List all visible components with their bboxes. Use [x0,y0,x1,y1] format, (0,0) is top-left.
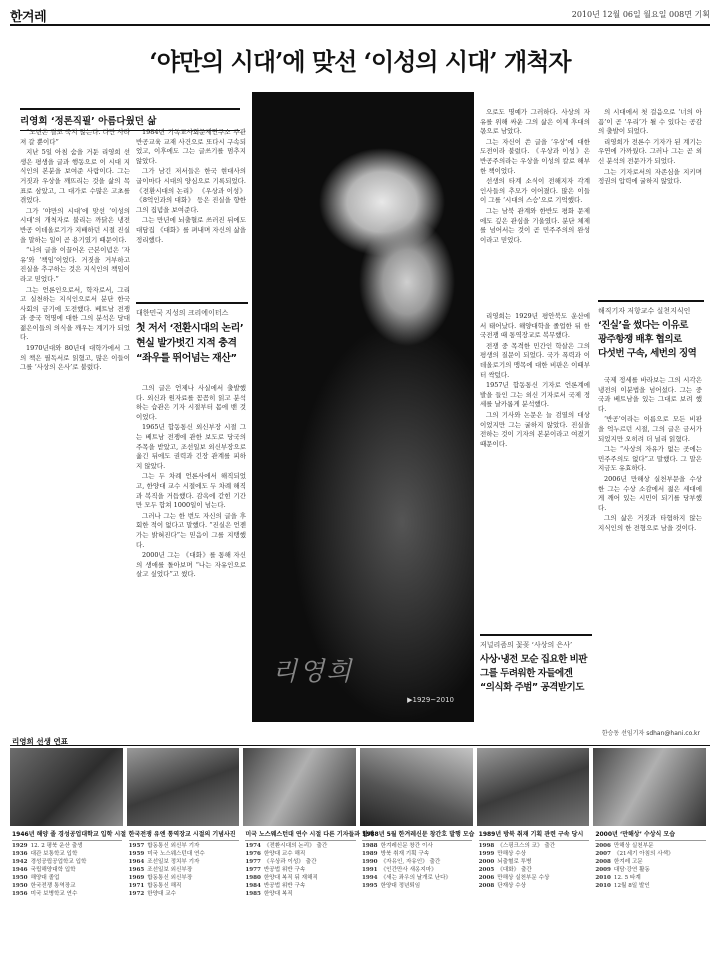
timeline-event: 방북 취재 기획 구속 [380,851,430,857]
timeline [10,745,710,961]
timeline-entry [12,890,120,898]
pull-quote-line: “의식화 주범” 공격받기도 [480,682,584,693]
timeline-entry [245,842,353,850]
body-paragraph: 1965년 합동통신 외신부장 시절 그는 베트남 전쟁에 관한 보도로 당국의 주목을 받았고, 조선일보 외신부장으로 옮긴 뒤에도 권력과 긴장 관계를 피하지 않았다. [136,423,246,470]
article-column-2-bottom [136,384,246,720]
timeline-year: 1946 [12,867,28,873]
timeline-photo [360,748,473,826]
timeline-year: 1977 [245,859,261,865]
timeline-entry [362,866,470,874]
timeline-event: 조선일보 외신부장 [147,867,193,873]
timeline-year: 2005 [478,867,495,873]
timeline-entry [245,850,353,858]
body-paragraph: 그가 남긴 저서들은 한국 현대사의 굽이마다 시대의 양심으로 기록되었다. 《전환시대의 논리》 《우상과 이성》 《8억인과의 대화》 등은 진실을 향한 그의 집념을 보여준다. [136,167,246,214]
timeline-entry [245,882,353,890]
timeline-entries [245,842,353,898]
timeline-entry [362,874,470,882]
timeline-entry [479,866,587,874]
timeline-year: 1950 [12,875,28,881]
article-column-3-top [480,108,590,308]
timeline-entry [479,874,587,882]
body-paragraph: 선생의 타계 소식이 전해지자 각계 인사들의 추모가 이어졌다. 많은 이들이 그를 ‘시대의 스승’으로 기억했다. [480,177,590,205]
timeline-caption: 미국 노스웨스턴대 연수 시절 다른 기자들과 함께 [245,829,355,841]
timeline-entries [595,842,703,890]
timeline-event: 《인간만사 새옹지마》 [380,867,437,873]
timeline-year: 1964 [128,859,145,865]
timeline-event: 국립해양대학 입학 [30,867,76,873]
timeline-entry [479,882,587,890]
timeline-column [360,746,473,962]
body-paragraph: 그는 남북 관계와 한반도 평화 문제에도 깊은 관심을 기울였다. 분단 체제를 넘어서는 것이 곧 민주주의의 완성이라고 믿었다. [480,206,590,244]
timeline-caption: 2000년 ‘만해상’ 수상식 모습 [595,829,705,841]
timeline-event: 반공법 위반 구속 [263,883,306,889]
timeline-column [593,746,706,962]
body-paragraph: 그의 삶은 거짓과 타협하지 않는 지식인의 한 전형으로 남을 것이다. [598,514,702,532]
timeline-year: 1989 [362,851,378,857]
timeline-event: 한겨레신문 창간 이사 [380,843,433,849]
timeline-caption: 1946년 해양 졸 경성공업대학교 입학 시절 [12,829,122,841]
body-paragraph: 리영희는 1929년 평안북도 운산에서 태어났다. 해양대학을 졸업한 뒤 한국전쟁 때 통역장교로 복무했다. [480,312,590,340]
timeline-entry [12,850,120,858]
timeline-event: 한양대 정년퇴임 [380,883,421,889]
article-subhead: 리영희 ‘정론직필’ 아름다웠던 삶 [20,108,240,131]
timeline-year: 1956 [12,891,28,897]
body-paragraph: 국제 정세를 바라보는 그의 시각은 냉전의 이분법을 넘어섰다. 그는 중국과 베트남을 있는 그대로 보려 했다. [598,376,702,413]
timeline-year: 2010 [595,875,611,881]
timeline-year: 1974 [245,843,261,849]
timeline-event: 《스핑크스의 코》 출간 [497,843,556,849]
timeline-event: 합동통신 해직 [147,883,182,889]
newspaper-logo: 한겨레 [10,10,47,25]
article-column-4-top [598,108,702,300]
timeline-year: 1971 [128,883,145,889]
timeline-year: 1980 [245,875,261,881]
body-paragraph: ‘반공’이라는 이름으로 모든 비판을 억누르던 시절, 그의 글은 금서가 되었지만 오히려 더 널리 읽혔다. [598,415,702,443]
body-paragraph: 그는 자신이 쓴 글을 ‘우상’에 대한 도전이라 불렀다. 《우상과 이성》은 반공주의라는 우상을 이성의 칼로 해부한 책이었다. [480,137,590,175]
timeline-entry [595,882,703,890]
timeline-photo [10,748,123,826]
timeline-entry [129,874,237,882]
timeline-event: 만해상 실천부문 [613,843,654,849]
timeline-event: 뇌출혈로 투병 [497,859,532,865]
timeline-year: 1969 [128,875,145,881]
timeline-year: 1977 [245,867,261,873]
timeline-entry [479,842,587,850]
timeline-year: 1985 [245,891,261,897]
timeline-caption: 1989년 방북 취재 기획 관련 구속 당시 [479,829,589,841]
body-paragraph: 그러나 그는 한 번도 자신의 글을 후회한 적이 없다고 말했다. “진실은 언젠가는 밝혀진다”는 믿음이 그를 지탱했다. [136,511,246,549]
pull-quote-kicker: 대한민국 지성의 크리에이터스 [136,309,229,317]
timeline-entry [362,842,470,850]
timeline-year: 1998 [478,843,495,849]
timeline-event: 한양대 복직 뒤 재해직 [263,875,318,881]
timeline-year: 1999 [478,851,495,857]
timeline-caption: 한국전쟁 유엔 통역장교 시절의 기념사진 [129,829,239,841]
timeline-year: 1991 [362,867,378,873]
timeline-year: 1950 [12,883,28,889]
timeline-event: 12월 8일 발인 [613,883,650,889]
pull-quote-center [136,302,248,366]
timeline-event: 《전환시대의 논리》 출간 [263,843,328,849]
timeline-entries [12,842,120,898]
timeline-event: 《대화》 출간 [497,867,532,873]
timeline-event: 한양대 교수 해직 [263,851,306,857]
pull-quote-bottom [480,634,592,695]
body-paragraph: 그는 두 차례 언론사에서 해직되었고, 한양대 교수 시절에도 두 차례 해직과 복직을 거듭했다. 감옥에 갇힌 기간만 모두 합쳐 1000일이 넘는다. [136,472,246,510]
timeline-entry [129,890,237,898]
timeline-photo [243,748,356,826]
life-years: ▶1929~2010 [407,696,454,704]
timeline-event: 한양대 교수 [147,891,177,897]
timeline-entry [129,850,237,858]
timeline-year: 1936 [12,851,28,857]
timeline-year: 1972 [128,891,145,897]
body-paragraph: 그는 만년에 뇌출혈로 쓰러진 뒤에도 대담집 《대화》를 펴내며 자신의 삶을 정리했다. [136,216,246,244]
timeline-column [10,746,127,962]
timeline-event: 반공법 위반 구속 [263,867,306,873]
timeline-entry [12,842,120,850]
timeline-event: 조선일보 정치부 기자 [147,859,200,865]
timeline-year: 1929 [12,843,28,849]
timeline-event: 《새는 좌우의 날개로 난다》 [380,875,452,881]
pull-quote-line: “좌우를 뛰어넘는 재산” [136,353,237,364]
timeline-year: 1984 [245,883,261,889]
timeline-event: 《21세기 아침의 사색》 [613,851,674,857]
timeline-entry [245,890,353,898]
timeline-entry [12,866,120,874]
body-paragraph: 전쟁 중 목격한 민간인 학살은 그의 평생의 질문이 되었다. 국가 폭력과 이데올로기의 맹목에 대한 비판은 이때부터 싹텄다. [480,341,590,379]
pull-quote-kicker: 해직기자 저항교수 실천지식인 [598,307,691,315]
timeline-entries [362,842,470,890]
timeline-caption: 1988년 5월 한겨레신문 창간호 발행 모습 [362,829,472,841]
body-paragraph: 그가 ‘야만의 시대’에 맞선 ‘이성의 시대’의 개척자로 불리는 까닭은 냉전 반공 이데올로기가 지배하던 시절 진실을 말하는 일이 곧 용기였기 때문이다. [20,206,130,244]
timeline-entry [12,882,120,890]
timeline-entry [245,858,353,866]
timeline-event: 합동통신 외신부장 [147,875,193,881]
pull-quote-right [598,300,704,361]
timeline-column [127,746,240,962]
pull-quote-line: 현실 발가벗긴 지적 충격 [136,338,237,349]
timeline-event: 한겨레 고문 [613,859,643,865]
timeline-entry [12,874,120,882]
timeline-entry [595,850,703,858]
body-paragraph: 그는 기자로서의 자존심을 지키며 정권의 압력에 굴하지 않았다. [598,167,702,186]
timeline-year: 1942 [12,859,28,865]
pull-quote-line: 광주항쟁 배후 협의로 [598,334,682,345]
body-paragraph: 의 시대에서 첫 걸음으로 ‘너의 아픔’이 곧 ‘우리’가 될 수 있다는 공감의 출발이 되었다. [598,108,702,136]
dateline: 2010년 12월 06일 월요일 008면 기획 [571,10,710,19]
timeline-entries [479,842,587,890]
signature-overlay: 리영희 [272,657,354,687]
body-paragraph: 그는 “사상의 자유가 없는 곳에는 민주주의도 없다”고 말했다. 그 말은 지금도 유효하다. [598,445,702,473]
pull-quote-line: 첫 저서 ‘전환시대의 논리’ [136,323,244,334]
timeline-year: 2006 [595,843,611,849]
body-paragraph: 지난 5일 아침 숨을 거둔 리영희 선생은 평생을 글과 행동으로 이 시대 지식인의 본분을 보여준 사람이다. 그는 거짓과 우상을 깨뜨리는 것을 삶의 목표로 삼았고, 그 대가로 수많은 고초를 겪었다. [20,148,130,205]
pull-quote-line: ‘진실’을 썼다는 이유로 [598,320,688,331]
timeline-event: 12. 5 타계 [613,875,641,881]
timeline-photo [593,748,706,826]
timeline-entry [595,874,703,882]
body-paragraph: 그는 언론인으로서, 학자로서, 그리고 실천하는 지식인으로서 분단 한국 사회의 금기에 도전했다. 베트남 전쟁과 중국 혁명에 대한 그의 분석은 당대 젊은이들의 의식을 깨우는 계기가 되었다. [20,285,130,342]
timeline-year: 1959 [128,851,145,857]
article-column-2-top [136,128,246,306]
timeline-year: 2000 [478,859,495,865]
timeline-event: 《우상과 이성》 출간 [263,859,317,865]
timeline-entry [595,858,703,866]
timeline-event: 12. 2 평북 운산 출생 [30,843,83,849]
body-paragraph: 으로도 명예가 그러하다. 사상의 자유를 위해 싸운 그의 삶은 이제 후대의 몫으로 남았다. [480,108,590,136]
timeline-year: 2008 [595,859,611,865]
timeline-entries [129,842,237,898]
timeline-entry [129,842,237,850]
timeline-year: 1976 [245,851,261,857]
timeline-event: 만해상 실천부문 수상 [497,875,550,881]
timeline-year: 1995 [362,883,378,889]
timeline-title: 리영희 선생 연표 [12,737,68,746]
pull-quote-line: 그를 두려워한 자들에겐 [480,668,573,679]
timeline-entry [362,850,470,858]
timeline-year: 2010 [595,883,611,889]
timeline-event: 단재상 수상 [497,883,527,889]
timeline-entry [362,882,470,890]
timeline-event: 해양대 졸업 [30,875,60,881]
timeline-year: 1957 [128,843,145,849]
timeline-entry [595,842,703,850]
timeline-photo [127,748,240,826]
body-paragraph: 2000년 그는 《대화》를 통해 자신의 생애를 돌아보며 “나는 자유인으로 살고 싶었다”고 썼다. [136,551,246,579]
timeline-event: 한양대 복직 [263,891,293,897]
timeline-entry [479,850,587,858]
timeline-entry [245,874,353,882]
timeline-year: 1965 [128,867,145,873]
timeline-year: 2006 [478,875,495,881]
body-paragraph: 1957년 합동통신 기자로 언론계에 발을 들인 그는 외신 기자로서 국제 정세를 날카롭게 분석했다. [480,381,590,409]
timeline-event: 미국 노스웨스턴대 연수 [147,851,205,857]
timeline-entry [129,866,237,874]
pull-quote-kicker: 저널리즘의 꽃꽂 ‘사상의 은사’ [480,641,573,649]
article-column-3-bottom [480,312,590,630]
timeline-year: 2009 [595,867,611,873]
timeline-year: 1990 [362,859,378,865]
pull-quote-line: 사상·냉전 모순 집요한 비판 [480,654,587,665]
body-paragraph: 1984년 기독교사회문제연구소 주관 반공교육 교재 사건으로 또다시 구속되었고, 이후에도 그는 글쓰기를 멈추지 않았다. [136,128,246,165]
body-paragraph: 리영희가 전론수 기자가 된 계기는 우연에 가까웠다. 그러나 그는 곧 외신 분석의 전문가가 되었다. [598,137,702,165]
byline-credit: 한승동 선임기자 sdhan@hani.co.kr [601,730,700,737]
timeline-entry [129,858,237,866]
timeline-column [477,746,590,962]
main-headline: ‘야만의 시대’에 맞선 ‘이성의 시대’ 개척자 [149,47,571,76]
timeline-entry [362,858,470,866]
timeline-entry [479,858,587,866]
body-paragraph: 그의 글은 언제나 사실에서 출발했다. 외신과 원자료를 꼼꼼히 읽고 분석하는 습관은 기자 시절부터 몸에 밴 것이었다. [136,384,246,421]
body-paragraph: 그의 기사와 논문은 늘 검열의 대상이었지만 그는 굴하지 않았다. 진실을 전하는 것이 기자의 본분이라고 여겼기 때문이다. [480,410,590,448]
article-column-4-bottom [598,376,702,724]
timeline-event: 《자유인, 자유인》 출간 [380,859,441,865]
timeline-event: 만해상 수상 [497,851,527,857]
timeline-event: 대관 보통학교 입학 [30,851,78,857]
masthead [10,6,710,26]
timeline-event: 한국전쟁 통역장교 [30,883,76,889]
timeline-entry [12,858,120,866]
body-paragraph: 1970년대와 80년대 대학가에서 그의 책은 필독서로 읽혔고, 많은 이들이 그를 ‘사상의 은사’로 불렀다. [20,344,130,372]
body-paragraph: “노년은 결코 죽지 않는다. 다만 사라져 갈 뿐이다” [20,128,130,146]
timeline-year: 2007 [595,851,611,857]
timeline-event: 미국 보병학교 연수 [30,891,78,897]
article-column-1 [20,128,130,720]
timeline-event: 경성공립공업학교 입학 [30,859,87,865]
timeline-year: 2008 [478,883,495,889]
timeline-year: 1994 [362,875,378,881]
timeline-entry [129,882,237,890]
pull-quote-line: 다섯번 구속, 세번의 징역 [598,348,697,359]
timeline-entry [245,866,353,874]
timeline-event: 대담·강연 활동 [613,867,650,873]
timeline-photo [477,748,590,826]
body-paragraph: “나의 글을 이끌어온 근본이념은 ‘자유’와 ‘책임’이었다. 거짓을 거부하고 진실을 추구하는 것은 지식인의 책임이라고 믿었다.” [20,246,130,283]
timeline-entry [595,866,703,874]
portrait-photo [252,92,474,722]
body-paragraph: 2006년 만해상 실천부문을 수상한 그는 수상 소감에서 젊은 세대에게 깨어 있는 시민이 되기를 당부했다. [598,474,702,512]
timeline-event: 합동통신 외신부 기자 [147,843,200,849]
timeline-year: 1988 [362,843,378,849]
